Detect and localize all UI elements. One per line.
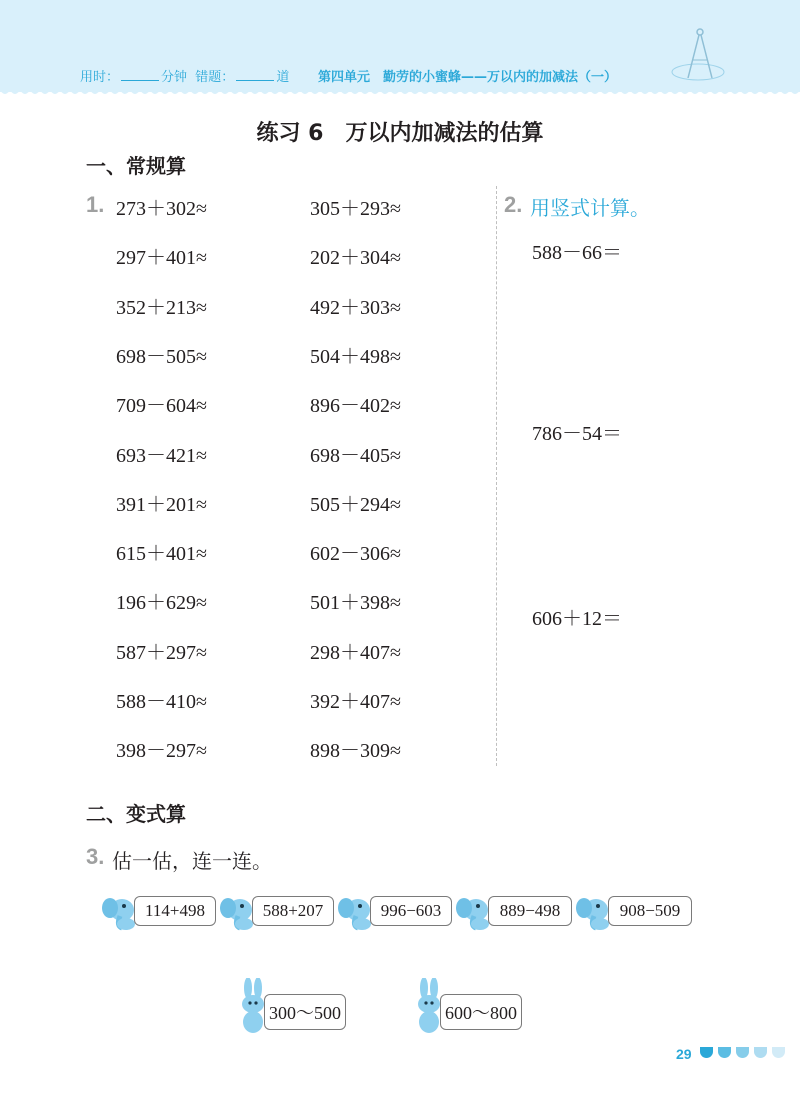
page-dot xyxy=(736,1047,749,1058)
col1-equation: 391＋201≈ xyxy=(116,493,207,516)
section-heading-2: 二、变式算 xyxy=(86,802,186,826)
expression-label: 908−509 xyxy=(608,896,692,926)
question-1-number: 1. xyxy=(86,192,105,217)
column-divider xyxy=(496,186,497,766)
expression-card[interactable] xyxy=(100,890,216,932)
expression-label: 588+207 xyxy=(252,896,334,926)
q2-item-3: 606＋12＝ xyxy=(532,608,622,630)
expression-label: 889−498 xyxy=(488,896,572,926)
col2-equation: 505＋294≈ xyxy=(310,493,401,516)
col2-equation: 898－309≈ xyxy=(310,740,401,763)
range-card[interactable] xyxy=(412,978,522,1036)
expression-label: 114+498 xyxy=(134,896,216,926)
col1-equation: 709－604≈ xyxy=(116,395,207,418)
page-dot xyxy=(700,1047,713,1058)
compass-icon xyxy=(668,24,732,84)
col1-equation: 273＋302≈ xyxy=(116,198,207,220)
range-card[interactable] xyxy=(236,978,346,1036)
time-blank[interactable] xyxy=(121,69,159,81)
error-label: 错题： xyxy=(195,70,235,85)
range-label: 300～500 xyxy=(264,994,346,1030)
col2-equation: 504＋498≈ xyxy=(310,345,401,368)
time-label: 用时： xyxy=(80,70,120,85)
expression-card[interactable] xyxy=(454,890,572,932)
col2-equation: 492＋303≈ xyxy=(310,296,401,319)
q2-item-2: 786－54＝ xyxy=(532,423,622,445)
unit-title: 第四单元 勤劳的小蜜蜂——万以内的加减法（一） xyxy=(318,70,618,85)
page-dot xyxy=(754,1047,767,1058)
col1-equation: 693－421≈ xyxy=(116,444,207,467)
expression-card[interactable] xyxy=(336,890,452,932)
question-2-number: 2. xyxy=(504,192,523,217)
error-blank[interactable] xyxy=(236,69,274,81)
page-dot xyxy=(718,1047,731,1058)
col2-equation: 202＋304≈ xyxy=(310,247,401,270)
range-label: 600～800 xyxy=(440,994,522,1030)
question-3-text: 估一估，连一连。 xyxy=(112,849,272,873)
col2-equation: 298＋407≈ xyxy=(310,641,401,664)
page-dots xyxy=(700,1047,785,1058)
col1-equation: 352＋213≈ xyxy=(116,296,207,319)
page-number: 29 xyxy=(676,1046,692,1062)
col1-equation: 196＋629≈ xyxy=(116,592,207,615)
col1-equation: 587＋297≈ xyxy=(116,641,207,664)
col2-equation: 392＋407≈ xyxy=(310,691,401,713)
col2-equation: 698－405≈ xyxy=(310,444,401,467)
col1-equation: 615＋401≈ xyxy=(116,543,207,566)
minute-label: 分钟 xyxy=(161,70,188,85)
page-dot xyxy=(772,1047,785,1058)
question-3-number: 3. xyxy=(86,844,105,869)
expression-label: 996−603 xyxy=(370,896,452,926)
col2-equation: 602－306≈ xyxy=(310,543,401,566)
col2-equation: 305＋293≈ xyxy=(310,198,401,220)
count-label: 道 xyxy=(276,70,290,85)
col2-equation: 896－402≈ xyxy=(310,395,401,418)
header-meta xyxy=(80,66,289,85)
question-2-text: 用竖式计算。 xyxy=(530,196,650,220)
expression-card[interactable] xyxy=(218,890,334,932)
col1-equation: 398－297≈ xyxy=(116,740,207,763)
col1-equation: 297＋401≈ xyxy=(116,247,207,270)
header-wave xyxy=(0,82,800,102)
col1-equation: 588－410≈ xyxy=(116,691,207,713)
col1-equation: 698－505≈ xyxy=(116,345,207,368)
col2-equation: 501＋398≈ xyxy=(310,592,401,615)
section-heading-1: 一、常规算 xyxy=(86,154,186,178)
page-title: 练习 6 万以内加减法的估算 xyxy=(256,121,544,146)
q2-item-1: 588－66＝ xyxy=(532,242,622,264)
expression-card[interactable] xyxy=(574,890,692,932)
